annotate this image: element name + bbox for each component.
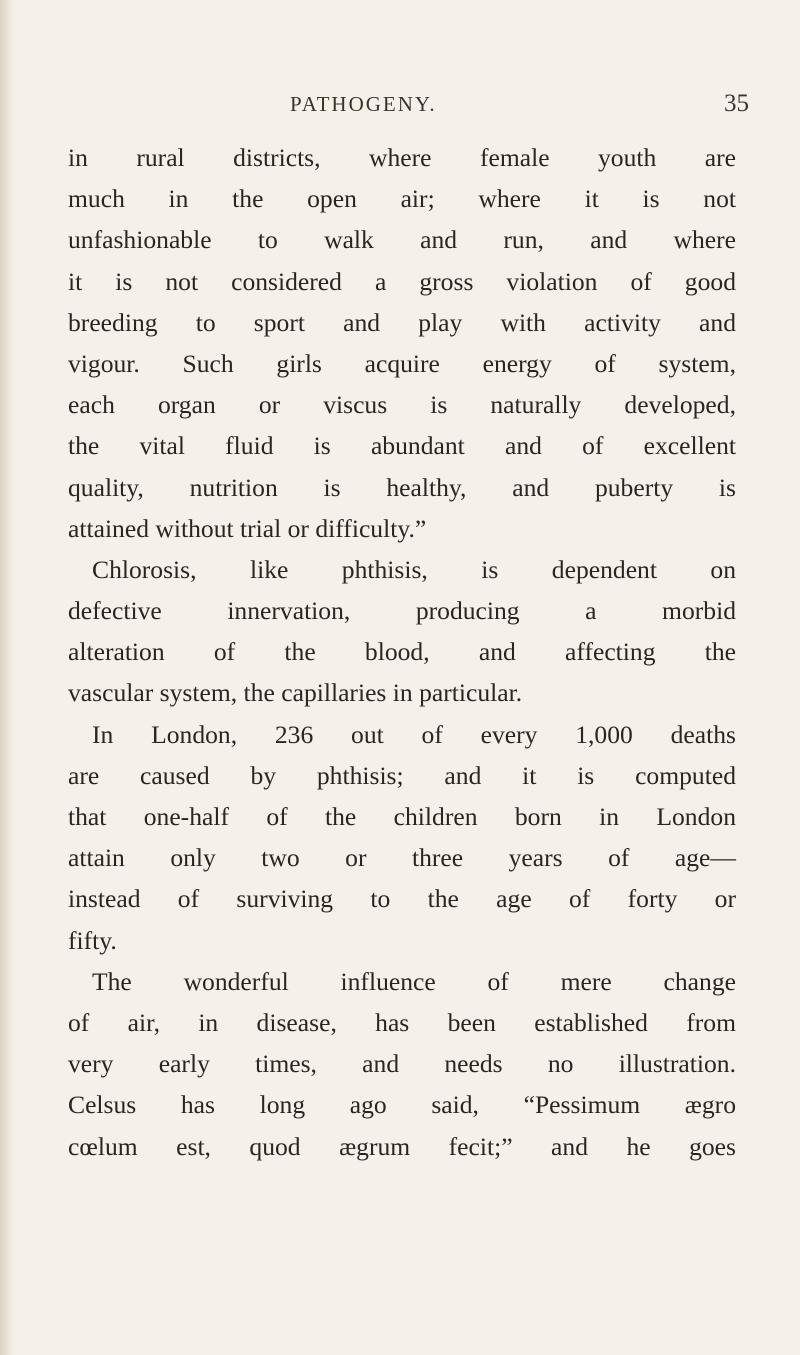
text-line: quality, nutrition is healthy, and puberty is (68, 472, 736, 502)
page-header (0, 86, 800, 122)
text-line: defective innervation, producing a morbid (68, 596, 736, 626)
text-line: alteration of the blood, and affecting the (68, 637, 736, 667)
text-line: in rural districts, where female youth are (68, 143, 736, 172)
text-line: cœlum est, quod ægrum fecit;” and he goes (68, 1131, 736, 1161)
text-line: unfashionable to walk and run, and where (68, 225, 736, 255)
page-number: 35 (724, 90, 749, 117)
text-line: attain only two or three years of age— (68, 843, 736, 873)
body-text (68, 137, 736, 1167)
text-line: Celsus has long ago said, “Pessimum ægro (68, 1090, 736, 1120)
text-line: of air, in disease, has been established from (68, 1007, 736, 1037)
text-line: vigour. Such girls acquire energy of system, (68, 348, 736, 378)
page-spine-shadow (0, 0, 14, 1355)
paragraph-start-line: Chlorosis, like phthisis, is dependent on (92, 554, 736, 584)
text-line: that one-half of the children born in London (68, 802, 736, 831)
text-line: very early times, and needs no illustration. (68, 1049, 736, 1079)
text-line: breeding to sport and play with activity and (68, 307, 736, 337)
text-line: the vital fluid is abundant and of excellent (68, 431, 736, 461)
text-line: each organ or viscus is naturally developed, (68, 390, 736, 420)
running-head: PATHOGENY. (290, 92, 437, 116)
paragraph-start-line: The wonderful influence of mere change (92, 966, 736, 996)
text-line: attained without trial or difficulty.” (68, 513, 427, 543)
text-line: fifty. (68, 925, 117, 955)
text-line: instead of surviving to the age of forty or (68, 884, 736, 914)
text-line: vascular system, the capillaries in particular. (68, 678, 523, 708)
text-line: it is not considered a gross violation of good (68, 266, 736, 296)
text-line: are caused by phthisis; and it is computed (68, 760, 736, 790)
paragraph-start-line: In London, 236 out of every 1,000 deaths (92, 719, 736, 749)
text-line: much in the open air; where it is not (68, 184, 736, 214)
